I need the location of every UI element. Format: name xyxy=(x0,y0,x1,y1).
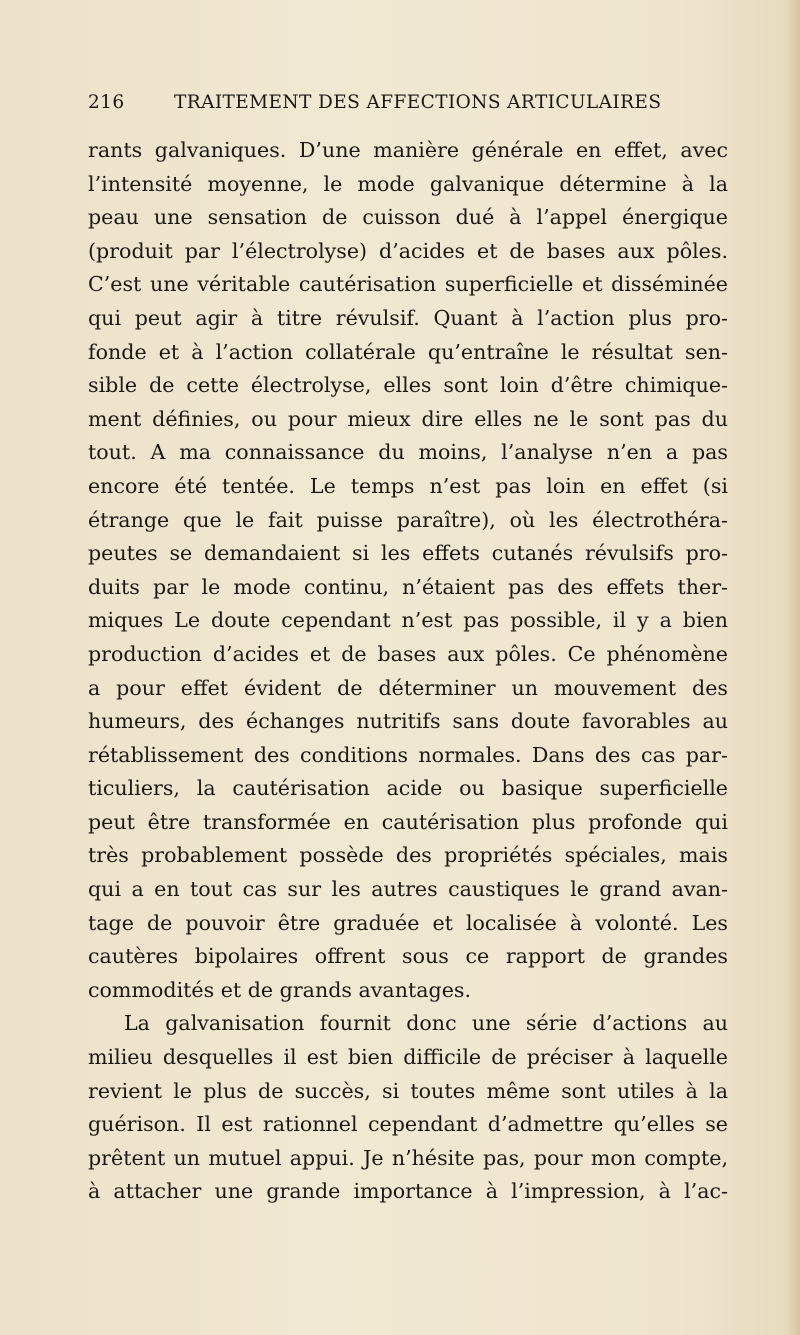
text-line: peutes se demandaient si les effets cutanés révulsifs pro- xyxy=(88,541,728,566)
text-line: peut être transformée en cautérisation plus profonde qui xyxy=(88,809,728,834)
text-line-paragraph-end: commodités et de grands avantages. xyxy=(88,977,472,1002)
text-line: cautères bipolaires offrent sous ce rapport de grandes xyxy=(88,944,728,969)
text-line: prêtent un mutuel appui. Je n’hésite pas, pour mon compte, xyxy=(88,1145,728,1170)
text-line: C’est une véritable cautérisation superficielle et disséminée xyxy=(88,272,728,297)
body-text xyxy=(88,134,728,1209)
text-line: miques Le doute cependant n’est pas possible, il y a bien xyxy=(88,608,728,633)
text-line-paragraph-start: La galvanisation fournit donc une série d’actions au xyxy=(124,1011,728,1036)
text-line: rétablissement des conditions normales. Dans des cas par- xyxy=(88,742,728,767)
text-line: peau une sensation de cuisson dué à l’appel énergique xyxy=(88,205,728,230)
text-line: humeurs, des échanges nutritifs sans doute favorables au xyxy=(88,709,728,734)
text-line: guérison. Il est rationnel cependant d’admettre qu’elles se xyxy=(88,1112,728,1137)
text-line: qui a en tout cas sur les autres caustiques le grand avan- xyxy=(88,877,728,902)
page-header xyxy=(88,92,728,122)
text-line: rants galvaniques. D’une manière générale en effet, avec xyxy=(88,138,728,162)
text-line: encore été tentée. Le temps n’est pas loin en effet (si xyxy=(88,473,728,498)
text-line: production d’acides et de bases aux pôles. Ce phénomène xyxy=(88,641,728,666)
text-line: duits par le mode continu, n’étaient pas des effets ther- xyxy=(88,574,728,599)
text-line: tout. A ma connaissance du moins, l’analyse n’en a pas xyxy=(88,440,728,465)
text-line: sible de cette électrolyse, elles sont loin d’être chimique- xyxy=(88,373,728,398)
text-line: l’intensité moyenne, le mode galvanique détermine à la xyxy=(88,171,728,196)
text-line: milieu desquelles il est bien difficile de préciser à laquelle xyxy=(88,1045,728,1070)
text-line: très probablement possède des propriétés spéciales, mais xyxy=(88,843,728,868)
text-line: ticuliers, la cautérisation acide ou basique superficielle xyxy=(88,776,728,801)
page-edge-shadow xyxy=(786,0,800,1335)
text-line: (produit par l’électrolyse) d’acides et de bases aux pôles. xyxy=(88,238,728,263)
running-title: TRAITEMENT DES AFFECTIONS ARTICULAIRES xyxy=(174,92,662,113)
text-line: fonde et à l’action collatérale qu’entraîne le résultat sen- xyxy=(88,339,728,364)
text-line: tage de pouvoir être graduée et localisée à volonté. Les xyxy=(88,910,728,935)
text-line: à attacher une grande importance à l’impression, à l’ac- xyxy=(88,1179,728,1204)
text-line: étrange que le fait puisse paraître), où les électrothéra- xyxy=(88,507,728,532)
text-line: a pour effet évident de déterminer un mouvement des xyxy=(88,675,728,700)
text-line: revient le plus de succès, si toutes même sont utiles à la xyxy=(88,1078,728,1103)
page-number: 216 xyxy=(88,92,125,113)
text-line: ment définies, ou pour mieux dire elles ne le sont pas du xyxy=(88,406,728,431)
text-line: qui peut agir à titre révulsif. Quant à l’action plus pro- xyxy=(88,305,728,330)
